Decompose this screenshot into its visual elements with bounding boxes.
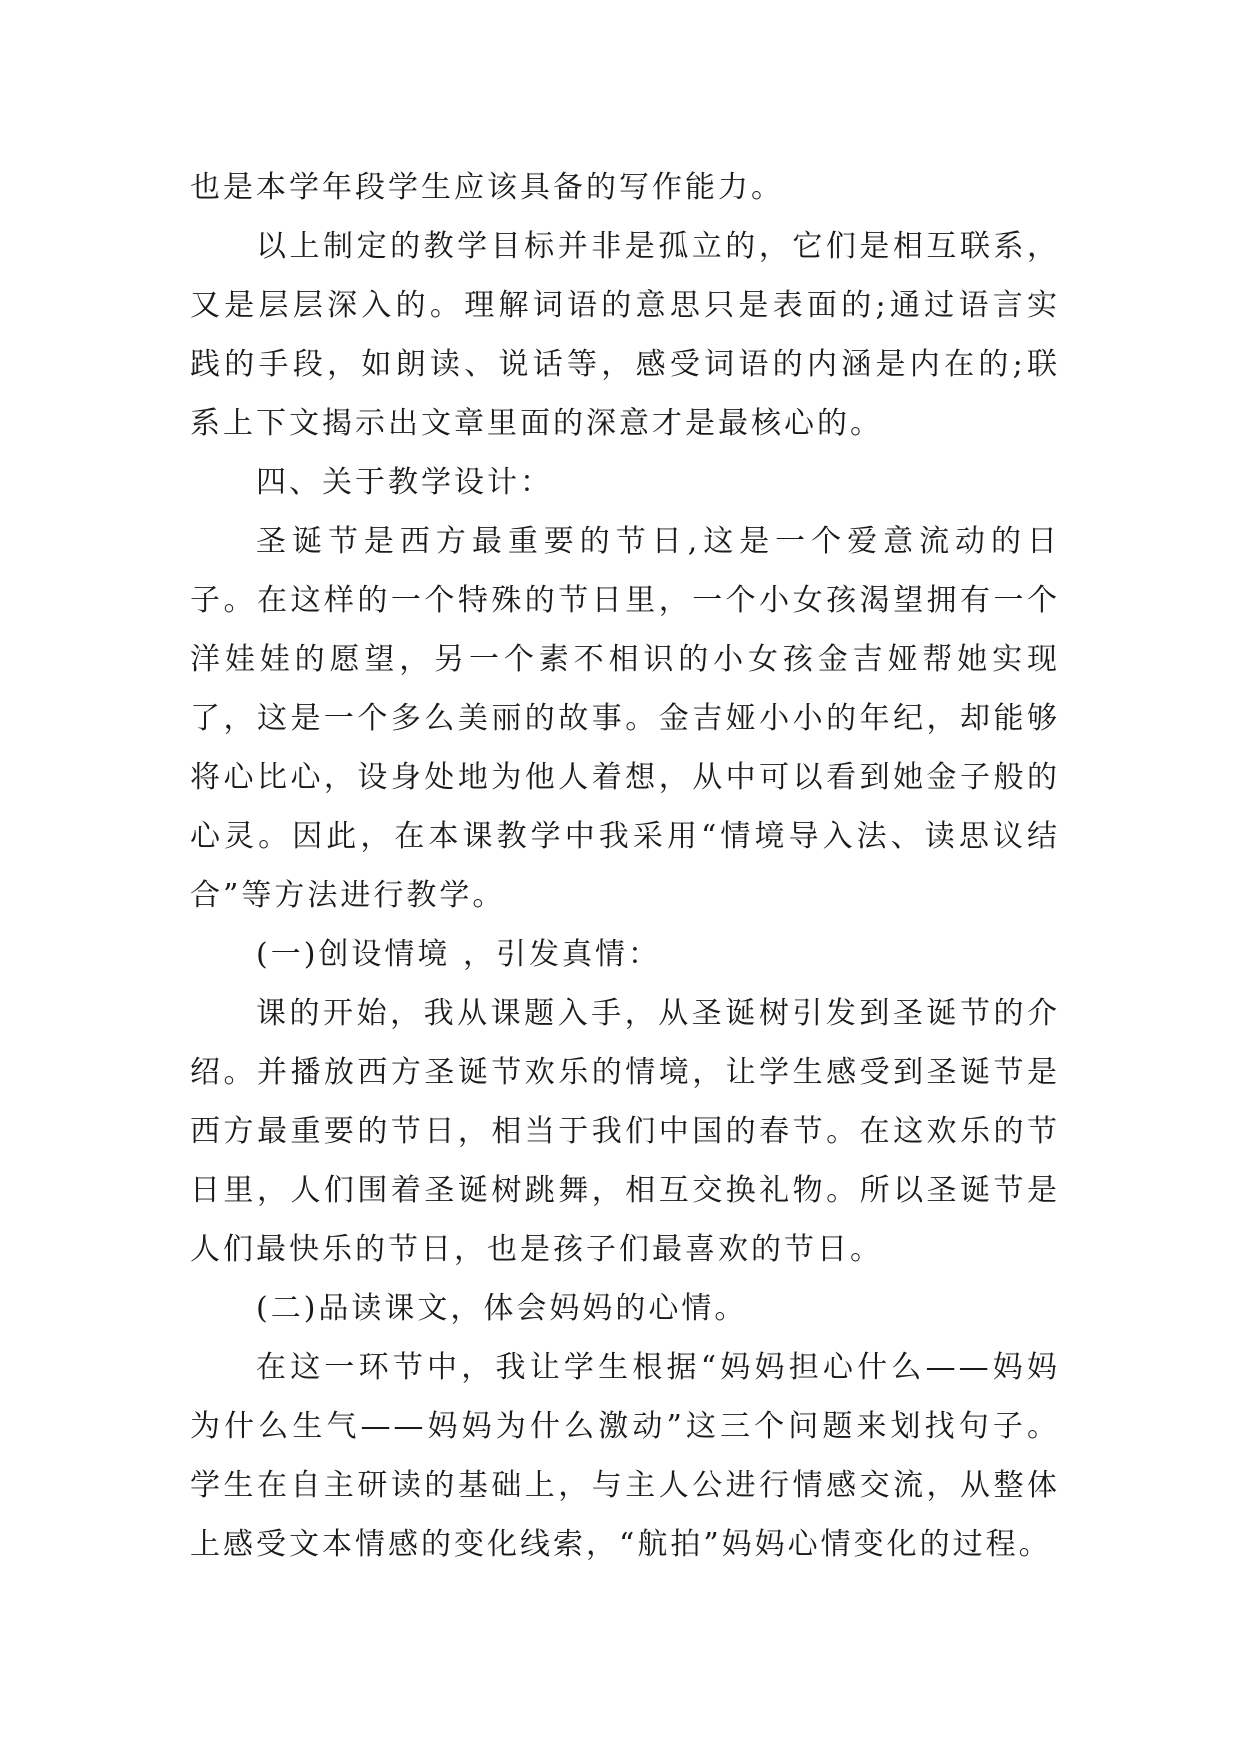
paragraph-1: 也是本学年段学生应该具备的写作能力。 xyxy=(190,170,784,205)
subheading-1: (一)创设情境 ，引发真情： xyxy=(256,937,661,972)
paragraph-2: 以上制定的教学目标并非是孤立的，它们是相互联系，又是层层深入的。理解词语的意思只是表面的;通过语言实践的手段，如朗读、说话等，感受词语的内涵是内在的;联系上下文揭示出文章里面的深意才是最核心的。 xyxy=(190,229,1060,441)
paragraph-3: 圣诞节是西方最重要的节日,这是一个爱意流动的日子。在这样的一个特殊的节日里，一个小女孩渴望拥有一个洋娃娃的愿望，另一个素不相识的小女孩金吉娅帮她实现了，这是一个多么美丽的故事。金吉娅小小的年纪，却能够将心比心，设身处地为他人着想，从中可以看到她金子般的心灵。因此，在本课教学中我采用“情境导入法、读思议结合”等方法进行教学。 xyxy=(190,524,1060,913)
section-heading-teaching-design: 四、关于教学设计： xyxy=(256,465,553,500)
document-body xyxy=(190,158,1060,1574)
subheading-2: (二)品读课文，体会妈妈的心情。 xyxy=(256,1291,748,1326)
paragraph-5: 在这一环节中，我让学生根据“妈妈担心什么——妈妈为什么生气——妈妈为什么激动”这三个问题来划找句子。学生在自主研读的基础上，与主人公进行情感交流，从整体上感受文本情感的变化线索，“航拍”妈妈心情变化的过程。 xyxy=(190,1350,1060,1562)
paragraph-4: 课的开始，我从课题入手，从圣诞树引发到圣诞节的介绍。并播放西方圣诞节欢乐的情境，让学生感受到圣诞节是西方最重要的节日，相当于我们中国的春节。在这欢乐的节日里，人们围着圣诞树跳舞，相互交换礼物。所以圣诞节是人们最快乐的节日，也是孩子们最喜欢的节日。 xyxy=(190,996,1060,1267)
